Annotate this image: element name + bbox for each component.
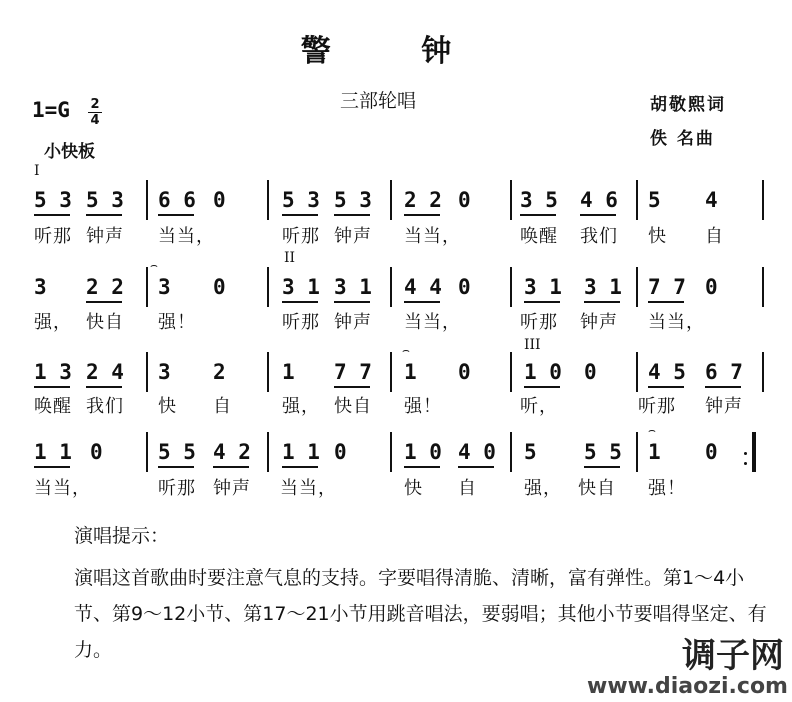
lyric-syllable: 听那 <box>158 478 196 499</box>
lyric-syllable: 当当， <box>280 478 337 499</box>
lyric-syllable: 听， <box>520 396 558 417</box>
fermata-icon: ⌢ <box>648 423 656 437</box>
lyric-syllable: 强！ <box>648 478 686 499</box>
lyric-syllable: 自 <box>458 478 477 499</box>
note-group: 2 <box>213 360 226 384</box>
beam <box>580 214 616 216</box>
lyric-syllable: 快 <box>648 226 667 247</box>
note-group: 7 7 <box>648 275 686 299</box>
part-mark-i: I <box>34 163 40 179</box>
barline <box>390 432 392 472</box>
time-numerator: 2 <box>90 97 100 112</box>
barline <box>636 432 638 472</box>
lyric-syllable: 当当， <box>158 226 215 247</box>
note-group: 1 <box>282 360 295 384</box>
barline <box>390 352 392 392</box>
beam <box>34 466 70 468</box>
tempo-marking: 小快板 <box>44 142 95 162</box>
beam <box>648 301 684 303</box>
tips-body: 演唱这首歌曲时要注意气息的支持。字要唱得清脆、清晰，富有弹性。第1～4小节、第9～12小节、第17～21小节用跳音唱法，要弱唱；其他小节要唱得坚定、有力。 <box>74 567 767 661</box>
note-group: 0 <box>458 188 471 212</box>
lyric-syllable: 听那 <box>638 396 676 417</box>
lyric-syllable: 快自 <box>578 478 616 499</box>
note-group: 1 <box>648 440 661 464</box>
note-group: 3 1 <box>524 275 562 299</box>
barline <box>636 267 638 307</box>
note-group: 1 0 <box>404 440 442 464</box>
barline <box>146 352 148 392</box>
note-group: 3 5 <box>520 188 558 212</box>
note-group: 0 <box>458 275 471 299</box>
beam <box>34 214 70 216</box>
lyricist-credit: 胡敬熙词 <box>650 95 726 115</box>
lyric-syllable: 强， <box>524 478 562 499</box>
lyric-syllable: 强， <box>282 396 320 417</box>
note-group: 1 1 <box>282 440 320 464</box>
barline <box>146 432 148 472</box>
note-group: 4 5 <box>648 360 686 384</box>
beam <box>404 301 440 303</box>
lyric-syllable: 听那 <box>34 226 72 247</box>
lyric-syllable: 自 <box>705 226 724 247</box>
barline <box>510 432 512 472</box>
lyric-syllable: 强！ <box>404 396 442 417</box>
note-group: 4 4 <box>404 275 442 299</box>
time-signature <box>88 98 102 127</box>
beam <box>158 466 194 468</box>
beam <box>705 386 741 388</box>
barline <box>267 432 269 472</box>
barline <box>636 352 638 392</box>
barline <box>762 352 764 392</box>
lyric-syllable: 强！ <box>158 312 196 333</box>
note-group: 2 2 <box>86 275 124 299</box>
beam <box>584 301 620 303</box>
barline <box>267 352 269 392</box>
barline <box>267 267 269 307</box>
beam <box>34 386 70 388</box>
beam <box>404 466 440 468</box>
lyric-syllable: 钟声 <box>705 396 743 417</box>
note-group: 0 <box>213 188 226 212</box>
note-group: 5 3 <box>334 188 372 212</box>
barline <box>146 267 148 307</box>
beam <box>584 466 620 468</box>
note-group: 3 1 <box>584 275 622 299</box>
barline <box>146 180 148 220</box>
lyric-syllable: 唤醒 <box>520 226 558 247</box>
barline <box>390 180 392 220</box>
barline <box>636 180 638 220</box>
watermark-logo: 调子网 <box>682 636 784 676</box>
note-group: 3 1 <box>282 275 320 299</box>
lyric-syllable: 听那 <box>282 226 320 247</box>
beam <box>282 214 318 216</box>
barline <box>510 267 512 307</box>
key-signature: 1=G <box>32 98 70 122</box>
beam <box>158 214 194 216</box>
lyric-syllable: 当当， <box>34 478 91 499</box>
note-group: 5 3 <box>282 188 320 212</box>
note-group: 5 5 <box>584 440 622 464</box>
beam <box>524 386 560 388</box>
watermark-url: www.diaozi.com <box>587 674 788 699</box>
barline <box>510 180 512 220</box>
barline <box>762 180 764 220</box>
note-group: 2 2 <box>404 188 442 212</box>
lyric-syllable: 唤醒 <box>34 396 72 417</box>
note-group: 4 0 <box>458 440 496 464</box>
note-group: 0 <box>90 440 103 464</box>
beam <box>86 214 122 216</box>
lyric-syllable: 自 <box>213 396 232 417</box>
note-group: 5 3 <box>86 188 124 212</box>
repeat-dot <box>744 462 747 465</box>
note-group: 7 7 <box>334 360 372 384</box>
note-group: 3 <box>158 275 171 299</box>
lyric-syllable: 听那 <box>520 312 558 333</box>
subtitle: 三部轮唱 <box>340 90 417 112</box>
note-group: 0 <box>213 275 226 299</box>
beam <box>86 301 122 303</box>
note-group: 5 3 <box>34 188 72 212</box>
lyric-syllable: 钟声 <box>86 226 124 247</box>
song-title: 警 钟 <box>300 34 492 69</box>
note-group: 0 <box>705 440 718 464</box>
note-group: 2 4 <box>86 360 124 384</box>
lyric-syllable: 快自 <box>86 312 124 333</box>
lyric-syllable: 钟声 <box>213 478 251 499</box>
barline <box>390 267 392 307</box>
part-mark-ii: II <box>284 250 296 266</box>
note-group: 1 0 <box>524 360 562 384</box>
note-group: 1 <box>404 360 417 384</box>
note-group: 6 7 <box>705 360 743 384</box>
note-group: 0 <box>334 440 347 464</box>
time-denominator: 4 <box>90 113 100 128</box>
beam <box>520 214 556 216</box>
note-group: 3 1 <box>334 275 372 299</box>
barline <box>762 267 764 307</box>
tips-title: 演唱提示： <box>74 525 170 547</box>
lyric-syllable: 强， <box>34 312 72 333</box>
lyric-syllable: 我们 <box>86 396 124 417</box>
repeat-dot <box>744 452 747 455</box>
barline <box>267 180 269 220</box>
note-group: 3 <box>34 275 47 299</box>
fermata-icon: ⌢ <box>150 258 158 272</box>
beam <box>334 301 370 303</box>
lyric-syllable: 听那 <box>282 312 320 333</box>
note-group: 0 <box>584 360 597 384</box>
lyric-syllable: 当当， <box>404 226 461 247</box>
note-group: 5 <box>648 188 661 212</box>
beam <box>524 301 560 303</box>
note-group: 0 <box>458 360 471 384</box>
barline <box>510 352 512 392</box>
beam <box>282 301 318 303</box>
lyric-syllable: 钟声 <box>334 226 372 247</box>
note-group: 3 <box>158 360 171 384</box>
lyric-syllable: 快自 <box>334 396 372 417</box>
note-group: 4 6 <box>580 188 618 212</box>
beam <box>334 386 370 388</box>
beam <box>404 214 440 216</box>
lyric-syllable: 快 <box>404 478 423 499</box>
note-group: 4 <box>705 188 718 212</box>
note-group: 0 <box>705 275 718 299</box>
beam <box>458 466 494 468</box>
lyric-syllable: 钟声 <box>334 312 372 333</box>
lyric-syllable: 当当， <box>648 312 705 333</box>
part-mark-iii: III <box>524 337 541 353</box>
lyric-syllable: 我们 <box>580 226 618 247</box>
beam <box>86 386 122 388</box>
lyric-syllable: 钟声 <box>580 312 618 333</box>
fermata-icon: ⌢ <box>402 343 410 357</box>
note-group: 1 1 <box>34 440 72 464</box>
composer-credit: 佚 名曲 <box>650 129 715 149</box>
beam <box>648 386 684 388</box>
barline <box>752 432 756 472</box>
note-group: 6 6 <box>158 188 196 212</box>
beam <box>213 466 249 468</box>
beam <box>282 466 318 468</box>
lyric-syllable: 快 <box>158 396 177 417</box>
note-group: 4 2 <box>213 440 251 464</box>
note-group: 1 3 <box>34 360 72 384</box>
lyric-syllable: 当当， <box>404 312 461 333</box>
note-group: 5 <box>524 440 537 464</box>
note-group: 5 5 <box>158 440 196 464</box>
beam <box>334 214 370 216</box>
